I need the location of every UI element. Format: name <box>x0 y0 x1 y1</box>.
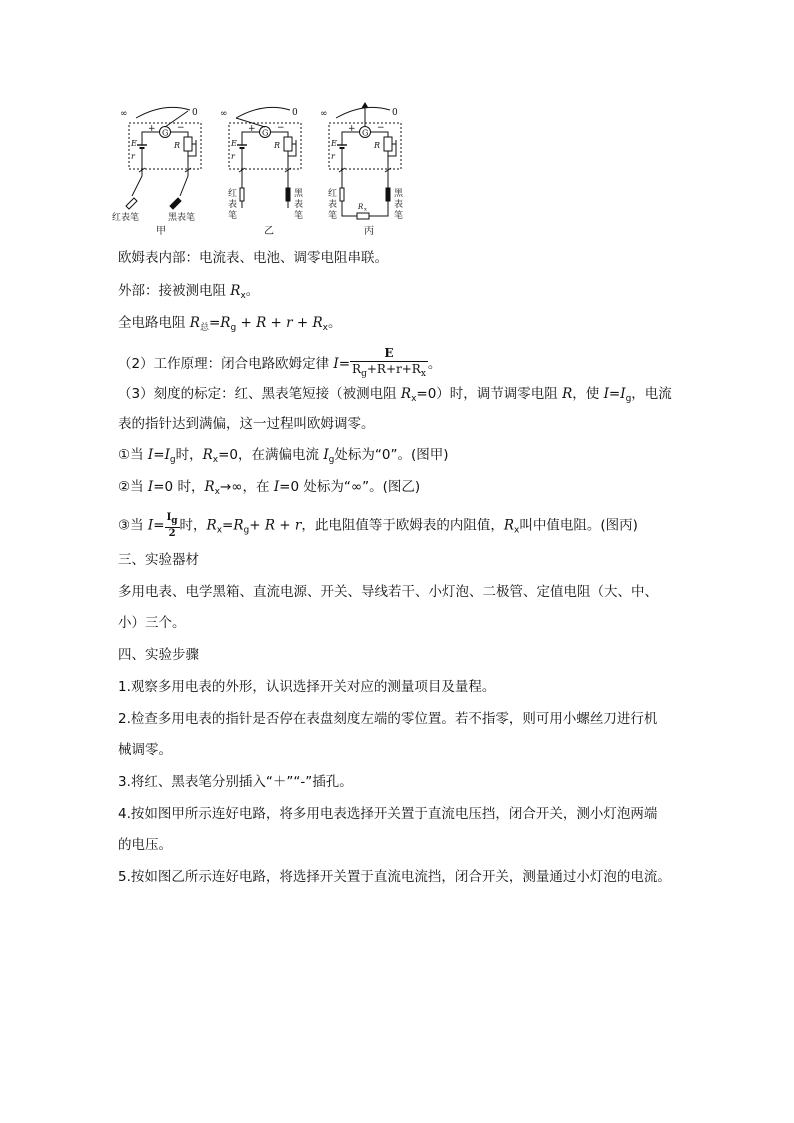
circuit-3 <box>320 103 404 237</box>
red-pen <box>126 198 137 209</box>
red-pen <box>240 188 244 201</box>
text-internal: 欧姆表内部：电流表、电池、调零电阻串联。 <box>118 250 388 266</box>
circuit-diagrams <box>112 100 412 240</box>
ohmmeter-circuit-figure <box>112 100 412 240</box>
black-pen-label: 表 <box>394 200 404 210</box>
figure-caption: 丙 <box>364 226 374 237</box>
circuit-2 <box>220 107 304 237</box>
galvanometer-label: G <box>162 128 169 138</box>
infinity-mark: ∞ <box>120 109 128 119</box>
text-calibration: （3）刻度的标定：红、黑表笔短接（被测电阻 $R_x=0$）时，调节调零电阻 R，使 $I=I_g$，电流 <box>118 386 672 404</box>
zero-mark: 0 <box>192 108 198 118</box>
black-pen-label: 黑表笔 <box>168 213 196 223</box>
text-materials: 多用电表、电学黑箱、直流电源、开关、导线若干、小灯泡、二极管、定值电阻（大、中、 <box>118 584 658 600</box>
figure-caption: 甲 <box>156 226 166 237</box>
text-working-principle: （2）工作原理：闭合电路欧姆定律 I= $\frac{E}{R_g+R+r+R_x}$ 。 <box>118 346 441 382</box>
step-3: 3.将红、黑表笔分别插入“＋”“-”插孔。 <box>118 774 353 790</box>
plus-terminal: + <box>248 124 256 134</box>
circuit-1 <box>112 107 201 237</box>
needle-arrow <box>362 103 368 108</box>
meter-scale-arc <box>336 107 390 118</box>
black-pen-label: 笔 <box>294 211 304 221</box>
red-lead <box>132 176 142 196</box>
resistor-label: R <box>274 141 281 150</box>
rx-sub-label: x <box>364 206 367 213</box>
black-pen-label: 黑 <box>394 189 404 199</box>
red-pen-label: 表 <box>228 200 238 210</box>
red-pen-label: 笔 <box>328 211 338 221</box>
step-4-cont: 的电压。 <box>118 837 172 853</box>
resistor-label: R <box>374 141 381 150</box>
step-4: 4.按如图甲所示连好电路，将多用电表选择开关置于直流电压挡，闭合开关，测小灯泡两端 <box>118 806 658 822</box>
text-materials-cont: 小）三个。 <box>118 615 186 631</box>
text-calibration-cont: 表的指针达到满偏，这一过程叫欧姆调零。 <box>118 416 375 432</box>
minus-terminal: − <box>277 123 285 133</box>
step-2: 2.检查多用电表的指针是否停在表盘刻度左端的零位置。若不指零，则可用小螺丝刀进行机 <box>118 711 658 727</box>
internal-r-label: r <box>331 152 335 161</box>
half-current-fraction: $\frac{Ig}{2}$ <box>166 512 178 539</box>
section-heading-steps: 四、实验步骤 <box>118 647 199 663</box>
ohm-law-fraction: $\frac{E}{R_g+R+r+R_x}$ <box>352 346 426 379</box>
minus-terminal: − <box>177 123 185 133</box>
rx-resistor <box>357 213 369 219</box>
figure-caption: 乙 <box>264 226 274 237</box>
black-pen <box>286 188 290 201</box>
text-total-resistance: 全电路电阻 $R_总=R_g + R + r + R_x$。 <box>118 315 342 333</box>
rx-wire <box>342 208 357 216</box>
plus-terminal: + <box>148 124 156 134</box>
red-pen <box>340 188 344 201</box>
text-case-1: ①当 $I=I_g$时，$R_x=0$，在满偏电流 $I_g$处标为“0”。(图甲) <box>118 447 449 465</box>
meter-scale-arc <box>136 107 190 118</box>
zero-adjust-resistor <box>384 137 392 151</box>
red-pen-label: 红表笔 <box>112 213 140 223</box>
infinity-mark: ∞ <box>320 109 328 119</box>
zero-adjust-resistor <box>284 137 292 151</box>
resistor-label: R <box>174 141 181 150</box>
section-heading-materials: 三、实验器材 <box>118 552 199 568</box>
black-pen <box>170 198 181 209</box>
emf-label: E <box>331 139 337 148</box>
red-pen-label: 红 <box>228 189 238 199</box>
minus-terminal: − <box>377 123 385 133</box>
infinity-mark: ∞ <box>220 109 228 119</box>
zero-mark: 0 <box>392 108 398 118</box>
plus-terminal: + <box>348 124 356 134</box>
red-pen-label: 表 <box>328 200 338 210</box>
black-pen-label: 表 <box>294 200 304 210</box>
black-lead <box>180 176 188 196</box>
meter-scale-arc <box>236 107 290 118</box>
zero-mark: 0 <box>292 108 298 118</box>
step-5: 5.按如图乙所示连好电路，将选择开关置于直流电流挡，闭合开关，测量通过小灯泡的电流。 <box>118 869 671 885</box>
black-pen <box>386 188 390 201</box>
text-case-2: ②当 I=0 时，$R_x\to\infty$，在 I=0 处标为“∞”。(图乙) <box>118 479 421 497</box>
internal-r-label: r <box>231 152 235 161</box>
red-pen-label: 红 <box>328 189 338 199</box>
black-pen-label: 笔 <box>394 211 404 221</box>
red-pen-label: 笔 <box>228 211 238 221</box>
rx-wire <box>369 208 388 216</box>
text-case-3: ③当 I= $\frac{Ig}{2}$ 时，$R_x=R_g+ R + r$，此电阻值等于欧姆表的内阻值，$R_x$叫中值电阻。(图丙) <box>118 512 638 539</box>
step-1: 1.观察多用电表的外形，认识选择开关对应的测量项目及量程。 <box>118 679 496 695</box>
emf-label: E <box>131 139 137 148</box>
emf-label: E <box>231 139 237 148</box>
galvanometer-label: G <box>362 128 369 138</box>
galvanometer-label: G <box>262 128 269 138</box>
zero-adjust-resistor <box>184 137 192 151</box>
text-external: 外部：接被测电阻 $R_x$。 <box>118 283 260 301</box>
black-pen-label: 黑 <box>294 189 304 199</box>
step-2-cont: 械调零。 <box>118 742 172 758</box>
rx-label: R <box>358 203 364 211</box>
internal-r-label: r <box>131 152 135 161</box>
